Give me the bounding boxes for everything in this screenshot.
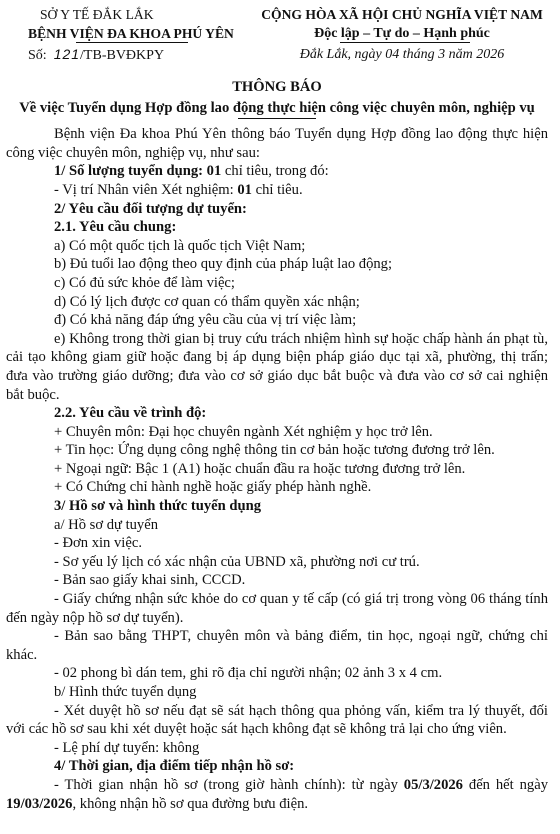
section-1-heading-bold: 1/ Số lượng tuyển dụng: 01 [54, 163, 222, 180]
section-1-item-count: 01 [237, 181, 252, 198]
requirement-item: a) Có một quốc tịch là quốc tịch Việt Nam; [54, 237, 306, 254]
section-3-heading: 3/ Hồ sơ và hình thức tuyển dụng [54, 498, 262, 515]
section-3a-heading: a/ Hồ sơ dự tuyển [54, 516, 158, 533]
dossier-item: - Đơn xin việc. [54, 535, 142, 552]
place-date: Đắk Lắk, ngày 04 tháng 3 năm 2026 [299, 47, 505, 63]
section-1-item [6, 181, 548, 200]
doc-no-handwritten: 121 [53, 46, 81, 63]
title-block [6, 78, 548, 119]
ministry-name: SỞ Y TẾ ĐẮK LẮK [40, 7, 154, 22]
national-motto: Độc lập – Tự do – Hạnh phúc [314, 25, 490, 41]
section-3b-heading: b/ Hình thức tuyển dụng [54, 684, 197, 700]
document-header [6, 0, 548, 74]
motto-underline [340, 42, 470, 43]
qualification-item: + Tin học: Ứng dụng công nghệ thông tin cơ bản hoặc tương đương trở lên. [54, 442, 495, 459]
submission-time [6, 776, 548, 813]
submission-end-date: 19/03/2026 [6, 795, 73, 812]
submission-start-date: 05/3/2026 [403, 776, 463, 793]
section-1-item-pre: - Vị trí Nhân viên Xét nghiệm: [54, 181, 238, 198]
section-1-item-post: chỉ tiêu. [251, 181, 303, 198]
recruitment-form-item: - Xét duyệt hồ sơ nếu đạt sẽ sát hạch thông qua phỏng vấn, kiểm tra lý thuyết, đối với các hồ sơ sau khi xét duyệt hoặc sát hạch không đạt sẽ không trả lại cho ứng viên. [6, 702, 548, 738]
dossier-item: - 02 phong bì dán tem, ghi rõ địa chỉ người nhận; 02 ảnh 3 x 4 cm. [54, 665, 443, 682]
intro-paragraph: Bệnh viện Đa khoa Phú Yên thông báo Tuyển dụng Hợp đồng lao động thực hiện công việc chuyên môn, nghiệp vụ, như sau: [6, 126, 548, 161]
requirement-item: đ) Có khả năng đáp ứng yêu cầu của vị trí việc làm; [54, 312, 357, 329]
section-2-2-heading: 2.2. Yêu cầu về trình độ: [54, 405, 207, 422]
section-1-heading-rest: chỉ tiêu, trong đó: [221, 163, 329, 180]
submission-time-mid: đến hết ngày [462, 776, 548, 793]
document-number [28, 45, 238, 66]
requirement-item: b) Đủ tuổi lao động theo quy định của pháp luật lao động; [54, 256, 393, 273]
recruitment-form-item: - Lệ phí dự tuyển: không [54, 739, 200, 756]
national-block [242, 6, 560, 65]
qualification-item: + Ngoại ngữ: Bậc 1 (A1) hoặc chuẩn đầu ra hoặc tương đương trở lên. [54, 460, 466, 477]
submission-time-pre: - Thời gian nhận hồ sơ (trong giờ hành chính): từ ngày [54, 776, 404, 793]
issuer-block [28, 6, 238, 66]
dossier-item: - Bản sao bằng THPT, chuyên môn và bảng điểm, tin học, ngoại ngữ, chứng chỉ khác. [6, 628, 548, 663]
section-2-1-heading: 2.1. Yêu cầu chung: [54, 219, 177, 236]
dossier-item: - Bản sao giấy khai sinh, CCCD. [54, 572, 246, 589]
dossier-item: - Giấy chứng nhận sức khỏe do cơ quan y tế cấp (có giá trị trong vòng 06 tháng tính đến ngày nộp hồ sơ dự tuyển). [6, 591, 548, 626]
requirement-item: d) Có lý lịch được cơ quan có thẩm quyền xác nhận; [54, 293, 360, 310]
section-2-heading: 2/ Yêu cầu đối tượng dự tuyển: [54, 200, 247, 217]
doc-no-suffix: /TB-BVĐKPY [80, 48, 165, 64]
requirement-item-e: e) Không trong thời gian bị truy cứu trách nhiệm hình sự hoặc chấp hành án phạt tù, cải tạo không giam giữ hoặc đang bị áp dụng biện pháp giáo dục tại xã, phường, thị trấn; đưa vào trường giáo dưỡng; đưa vào cơ sở giáo dục bắt buộc và đưa vào cơ sở cai nghiện bắt buộc. [6, 330, 548, 403]
qualification-item: + Có Chứng chỉ hành nghề hoặc giấy phép hành nghề. [54, 479, 372, 496]
dossier-item: - Sơ yếu lý lịch có xác nhận của UBND xã, phường nơi cư trú. [54, 553, 420, 570]
issuer-underline [76, 42, 188, 43]
document-subtitle: Về việc Tuyển dụng Hợp đồng lao động thực hiện công việc chuyên môn, nghiệp vụ [19, 99, 535, 116]
document-title: THÔNG BÁO [232, 79, 322, 95]
subtitle-underline [238, 118, 316, 119]
section-1-heading [6, 162, 548, 181]
doc-no-label: Số: [28, 48, 47, 64]
section-4-heading: 4/ Thời gian, địa điểm tiếp nhận hồ sơ: [54, 758, 295, 775]
document-body [6, 125, 548, 813]
republic-name: CỘNG HÒA XÃ HỘI CHỦ NGHĨA VIỆT NAM [261, 7, 543, 22]
hospital-name: BỆNH VIỆN ĐA KHOA PHÚ YÊN [28, 25, 234, 41]
qualification-item: + Chuyên môn: Đại học chuyên ngành Xét nghiệm y học trở lên. [54, 423, 433, 440]
requirement-item: c) Có đủ sức khỏe để làm việc; [54, 274, 235, 291]
submission-time-post: , không nhận hồ sơ qua đường bưu điện. [72, 795, 309, 812]
